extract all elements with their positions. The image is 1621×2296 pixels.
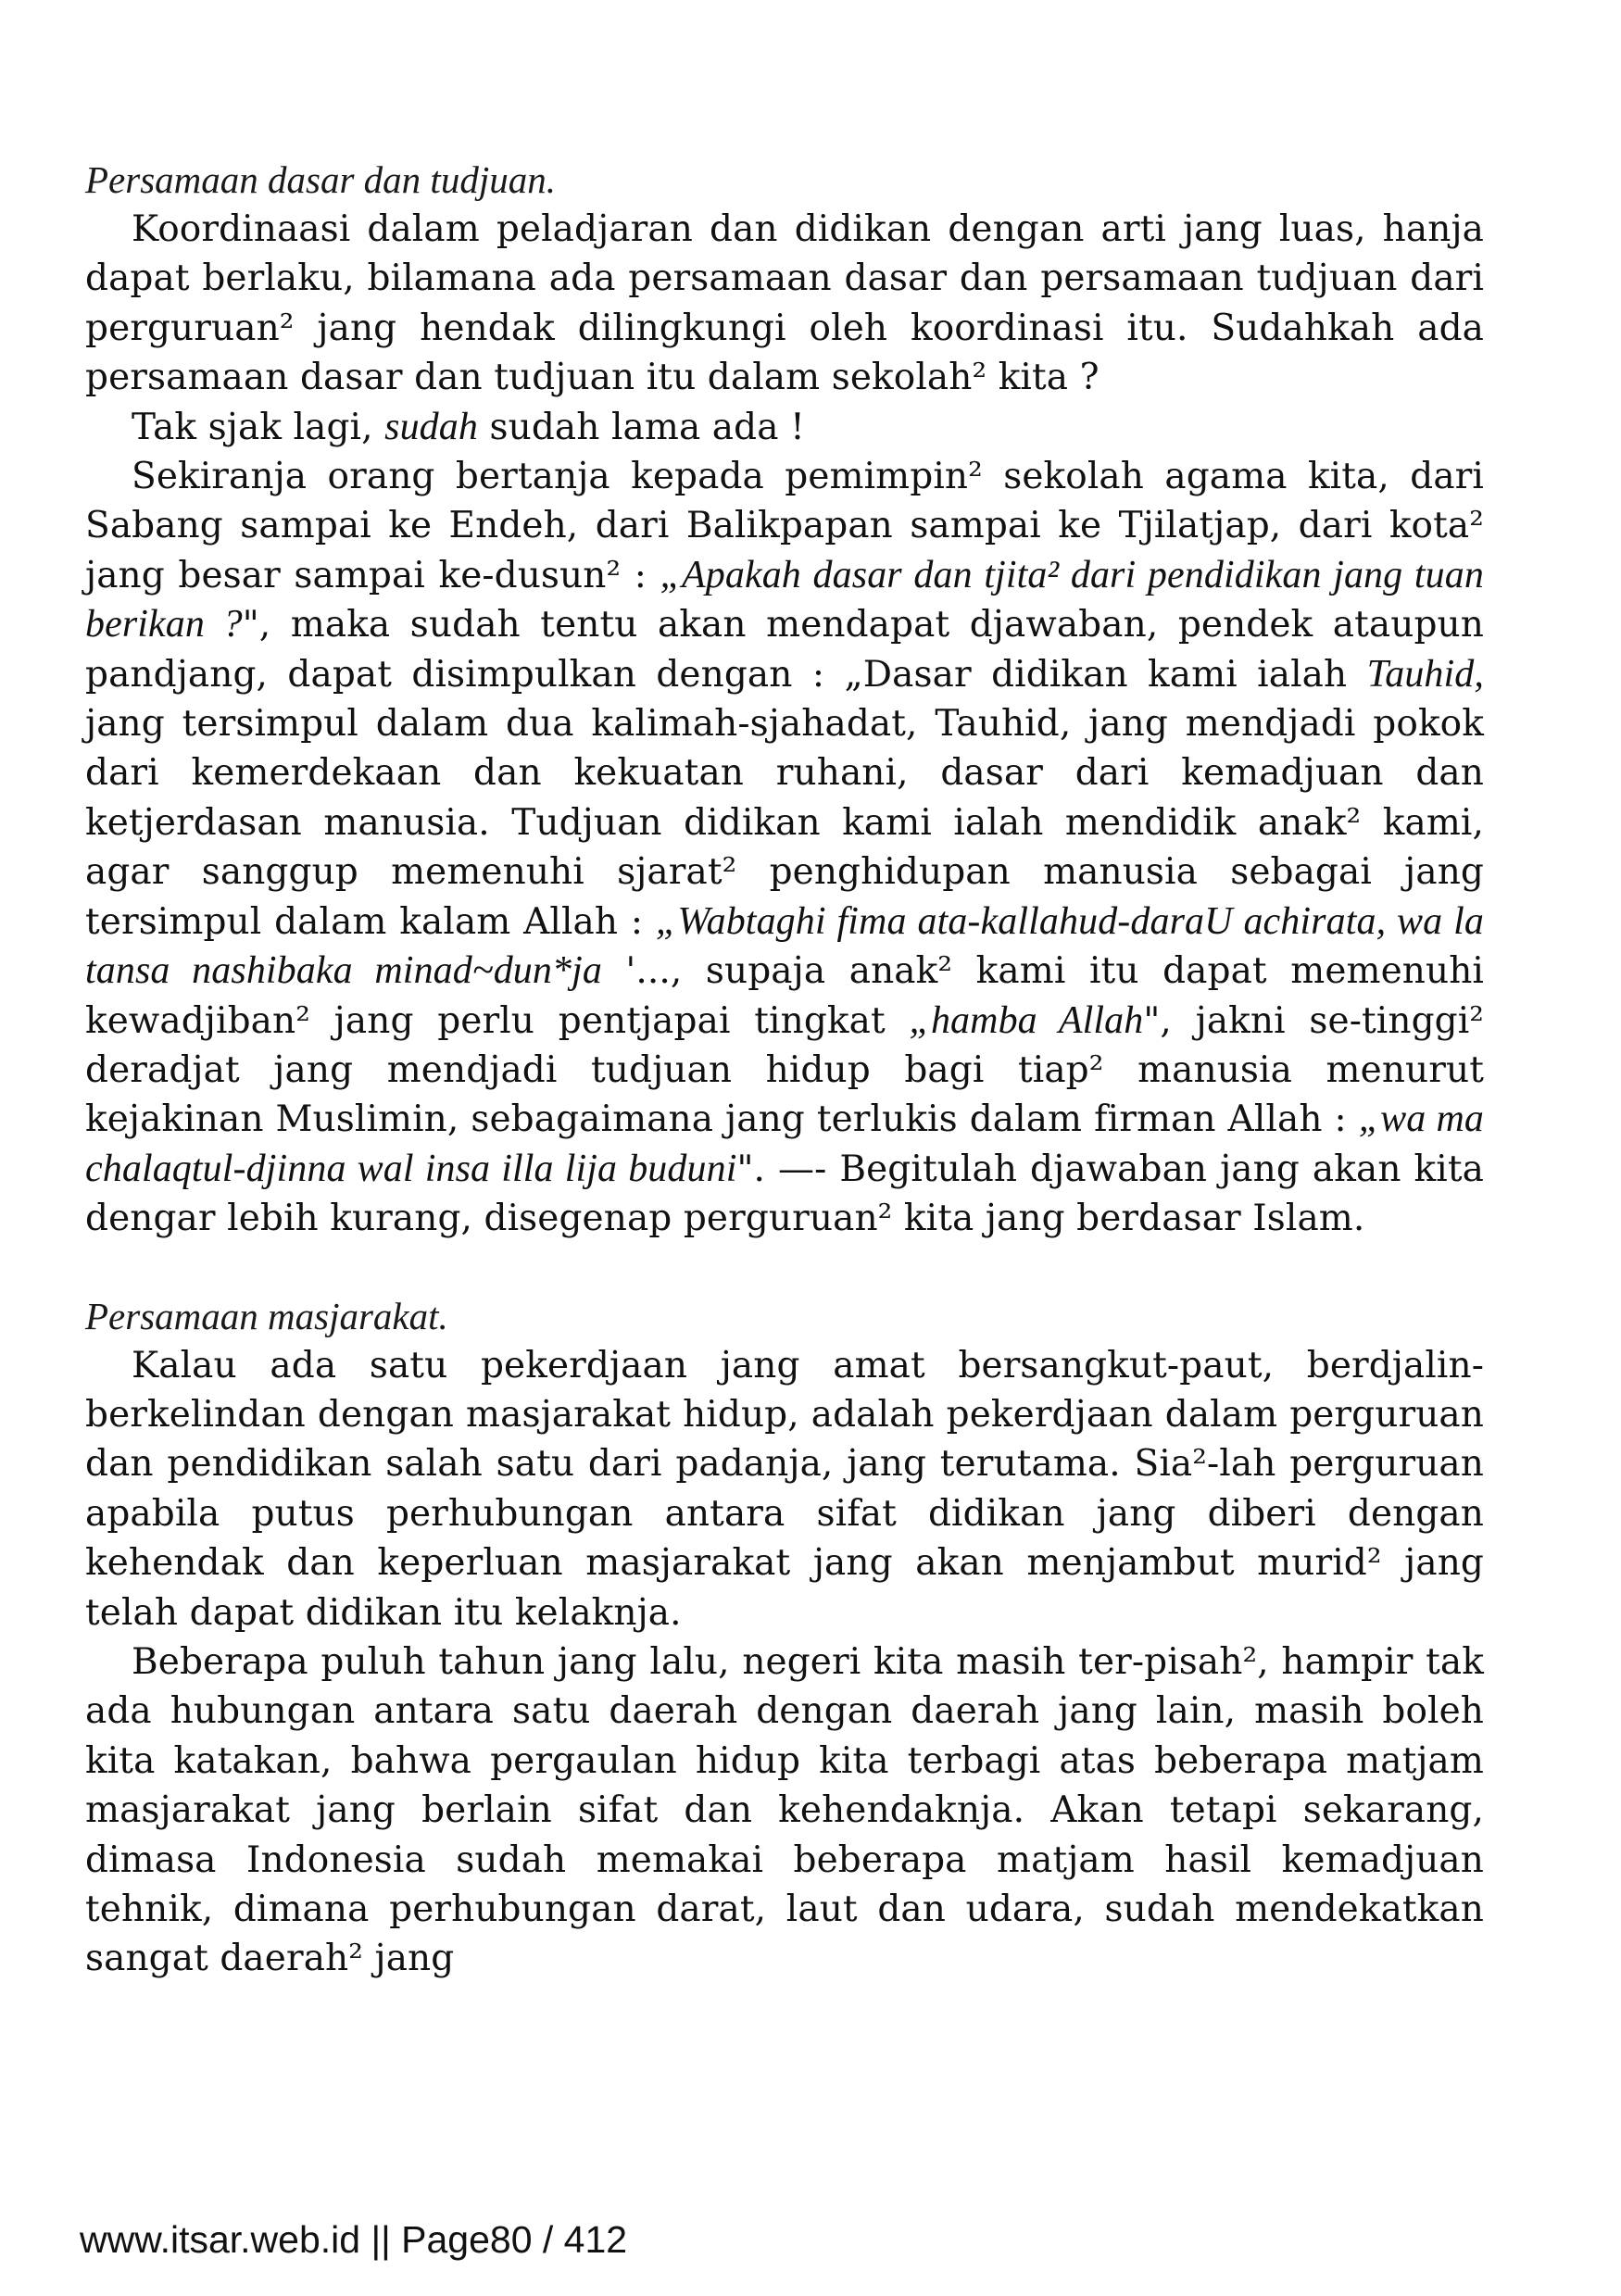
italic-span: sudah	[384, 405, 478, 448]
text-span: Tak sjak lagi,	[132, 406, 385, 448]
paragraph-koordinasi: Koordinaasi dalam peladjaran dan didikan dengan arti jang luas, hanja dapat berlaku, bilamana ada persamaan dasar dan persamaan tudjuan dari perguruan² jang hendak dilingkungi oleh koordinasi itu. Sudahkah ada persamaan dasar dan tudjuan itu dalam sekolah² kita ?	[85, 208, 1484, 399]
text-span: Sekiranja orang bertanja kepada pemimpin² sekolah agama kita, dari Sabang sampai ke Endeh, dari Balikpapan sampai ke Tjilatjap, dari kota² jang besar sampai ke-dusun² :	[85, 456, 1484, 596]
italic-span: „wa ma chalaqtul-djinna wal insa illa lija buduni	[85, 1098, 1484, 1190]
paragraph-tak-sjak-lagi	[85, 403, 1484, 452]
italic-span: „Apakah dasar dan tjita² dari pendidikan jang tuan berikan ?	[85, 553, 1484, 646]
section-heading-masjarakat: Persamaan masjarakat.	[85, 1294, 448, 1337]
paragraph-kalau-ada: Kalau ada satu pekerdjaan jang amat bersangkut-paut, berdjalin-berkelindan dengan masjarakat hidup, adalah pekerdjaan dalam perguruan dan pendidikan salah satu dari padanja, jang terutama. Sia²-lah perguruan apabila putus perhubungan antara sifat didikan jang diberi dengan kehendak dan keperluan masjarakat jang akan menjambut murid² jang telah dapat didikan itu kelaknja.	[85, 1344, 1484, 1634]
paragraph-beberapa-puluh: Beberapa puluh tahun jang lalu, negeri kita masih ter-pisah², hampir tak ada hubungan antara satu daerah dengan daerah jang lain, masih boleh kita katakan, bahwa pergaulan hidup kita terbagi atas beberapa matjam masjarakat jang berlain sifat dan kehendaknja. Akan tetapi sekarang, dimasa Indonesia sudah memakai beberapa matjam hasil kemadjuan tehnik, dimana perhubungan darat, laut dan udara, sudah mendekatkan sangat daerah² jang	[85, 1640, 1484, 1980]
section-heading-dasar-tudjuan: Persamaan dasar dan tudjuan.	[85, 158, 556, 201]
text-span: sudah lama ada !	[477, 406, 805, 448]
italic-span: „hamba Allah	[909, 998, 1144, 1042]
text-span: '..., supaja anak² kami itu dapat memenuhi kewadjiban² jang perlu pentjapai tingkat	[85, 950, 1484, 1042]
text-span: ". —- Begitulah djawaban jang akan kita dengar lebih kurang, disegenap perguruan² kita jang berdasar Islam.	[85, 1148, 1484, 1240]
text-span: ", maka sudah tentu akan mendapat djawaban, pendek ataupun pandjang, dapat disimpulkan dengan : „Dasar didikan kami ialah	[85, 604, 1484, 696]
text-span: ", jakni se-tinggi² deradjat jang mendjadi tudjuan hidup bagi tiap² manusia menurut kejakinan Muslimin, sebagaimana jang terlukis dalam firman Allah :	[85, 999, 1485, 1141]
page-body	[85, 156, 1484, 1984]
paragraph-sekiranja	[85, 452, 1484, 1244]
italic-span: „Wabtaghi fima ata-kallahud-daraU achirata, wa la tansa nashibaka minad~dun*ja	[85, 899, 1484, 993]
page-footer: www.itsar.web.id || Page80 / 412	[80, 2218, 628, 2261]
italic-span: Tauhid,	[1366, 652, 1484, 696]
text-span: jang tersimpul dalam dua kalimah-sjahadat, Tauhid, jang mendjadi pokok dari kemerdekaan dan kekuatan ruhani, dasar dari kemadjuan dan ketjerdasan manusia. Tudjuan didikan kami ialah mendidik anak² kami, agar sanggup memenuhi sjarat² penghidupan manusia sebagai jang tersimpul dalam kalam Allah :	[85, 703, 1484, 943]
section-gap	[85, 1244, 1484, 1292]
